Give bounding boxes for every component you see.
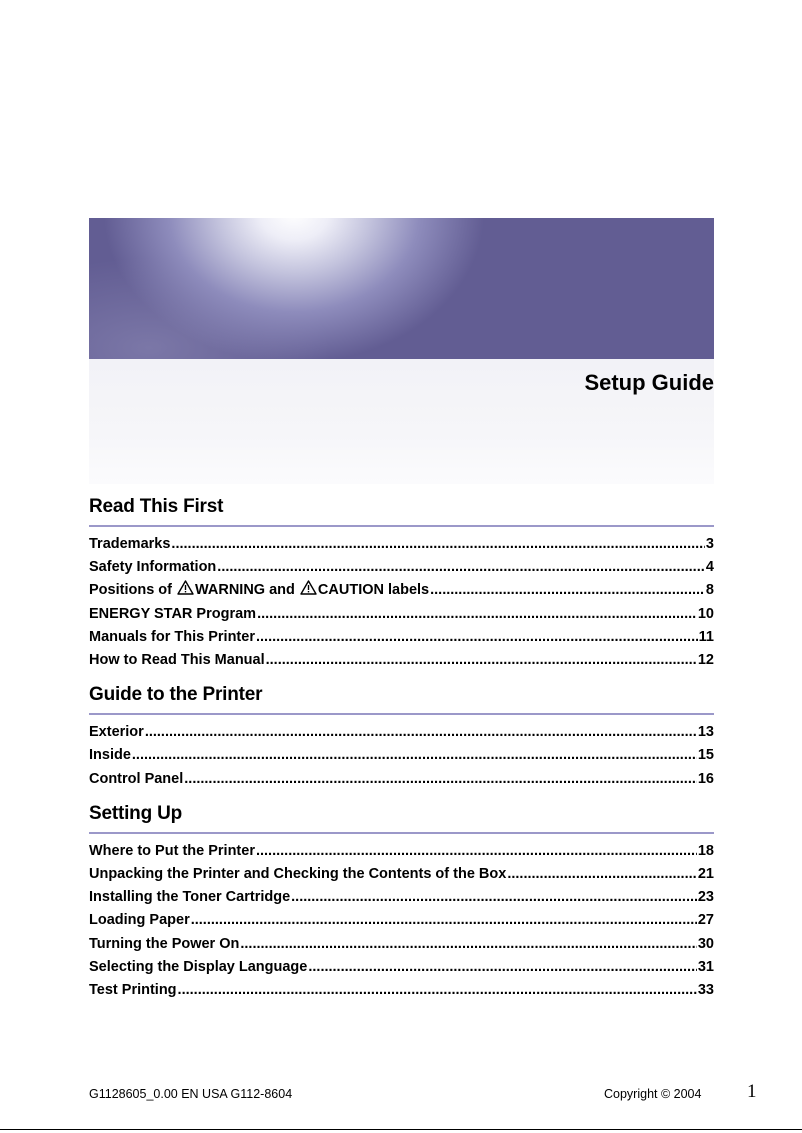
copyright-notice: Copyright © 2004	[604, 1087, 702, 1101]
warning-triangle-icon	[177, 580, 194, 595]
toc-entry-page: 27	[697, 912, 714, 929]
toc-entry-label: Turning the Power On	[89, 935, 240, 952]
cover-banner	[89, 218, 714, 359]
toc-section-read-this-first	[89, 494, 714, 672]
section-heading: Read This First	[89, 494, 714, 527]
toc-entry-label: Inside	[89, 747, 131, 764]
toc-entry-label: Selecting the Display Language	[89, 958, 308, 975]
toc-entry-page: 16	[697, 770, 714, 787]
toc-entry-label: Unpacking the Printer and Checking the Contents of the Box	[89, 866, 507, 883]
toc-entry-control-panel[interactable]	[89, 768, 714, 791]
page-number: 1	[747, 1081, 757, 1102]
toc-entry-label: Where to Put the Printer	[89, 842, 255, 859]
toc-entry-page: 33	[697, 982, 714, 999]
section-heading: Guide to the Printer	[89, 682, 714, 715]
document-code: G1128605_0.00 EN USA G112-8604	[89, 1087, 293, 1101]
warning-triangle-icon	[300, 580, 317, 595]
toc-entry-page: 18	[697, 842, 714, 859]
toc-entry-label: Positions of WARNING and CAUTION labels	[89, 582, 430, 599]
toc-entry-page: 8	[705, 582, 714, 599]
toc-entry-positions-of-labels[interactable]	[89, 579, 714, 602]
toc-entry-page: 31	[697, 958, 714, 975]
toc-section-guide-to-printer	[89, 682, 714, 791]
document-title: Setup Guide	[584, 370, 714, 395]
toc-entry-label: Exterior	[89, 724, 144, 741]
section-heading: Setting Up	[89, 801, 714, 834]
toc-entry-label: Trademarks	[89, 536, 171, 552]
toc-entry-display-language[interactable]	[89, 956, 714, 979]
toc-entry-power-on[interactable]	[89, 933, 714, 956]
toc-entry-label: Test Printing	[89, 982, 177, 999]
toc-entry-installing-toner[interactable]	[89, 886, 714, 909]
toc-entry-label: Manuals for This Printer	[89, 628, 255, 645]
toc-entry-page: 10	[697, 605, 714, 622]
toc-entry-label: How to Read This Manual	[89, 652, 265, 669]
toc-entry-label: Installing the Toner Cartridge	[89, 889, 291, 906]
toc-entry-where-to-put[interactable]	[89, 840, 714, 863]
toc-entry-how-to-read[interactable]	[89, 649, 714, 672]
toc-entry-page: 15	[697, 747, 714, 764]
toc-entry-page: 3	[705, 536, 714, 552]
toc-entry-manuals[interactable]	[89, 626, 714, 649]
toc-entry-exterior[interactable]	[89, 721, 714, 744]
toc-entry-page: 11	[698, 628, 714, 645]
toc-entry-trademarks[interactable]	[89, 533, 714, 556]
bottom-rule	[0, 1129, 802, 1130]
toc-entry-page: 13	[697, 724, 714, 741]
toc-entry-page: 4	[705, 559, 714, 576]
toc-entry-label: ENERGY STAR Program	[89, 605, 257, 622]
toc-section-setting-up	[89, 801, 714, 1002]
toc-entry-page: 21	[697, 866, 714, 883]
toc-entry-label: Safety Information	[89, 559, 217, 576]
toc-entry-label: Control Panel	[89, 770, 184, 787]
toc-entry-page: 30	[697, 935, 714, 952]
toc-entry-loading-paper[interactable]	[89, 909, 714, 932]
toc-entry-energy-star[interactable]	[89, 603, 714, 626]
toc-entry-inside[interactable]	[89, 744, 714, 767]
toc-entry-test-printing[interactable]	[89, 979, 714, 1002]
toc-entry-unpacking[interactable]	[89, 863, 714, 886]
toc-entry-label: Loading Paper	[89, 912, 190, 929]
toc-entry-page: 23	[697, 889, 714, 906]
table-of-contents	[89, 494, 714, 1002]
toc-entry-page: 12	[697, 652, 714, 669]
toc-entry-safety-information[interactable]	[89, 556, 714, 579]
